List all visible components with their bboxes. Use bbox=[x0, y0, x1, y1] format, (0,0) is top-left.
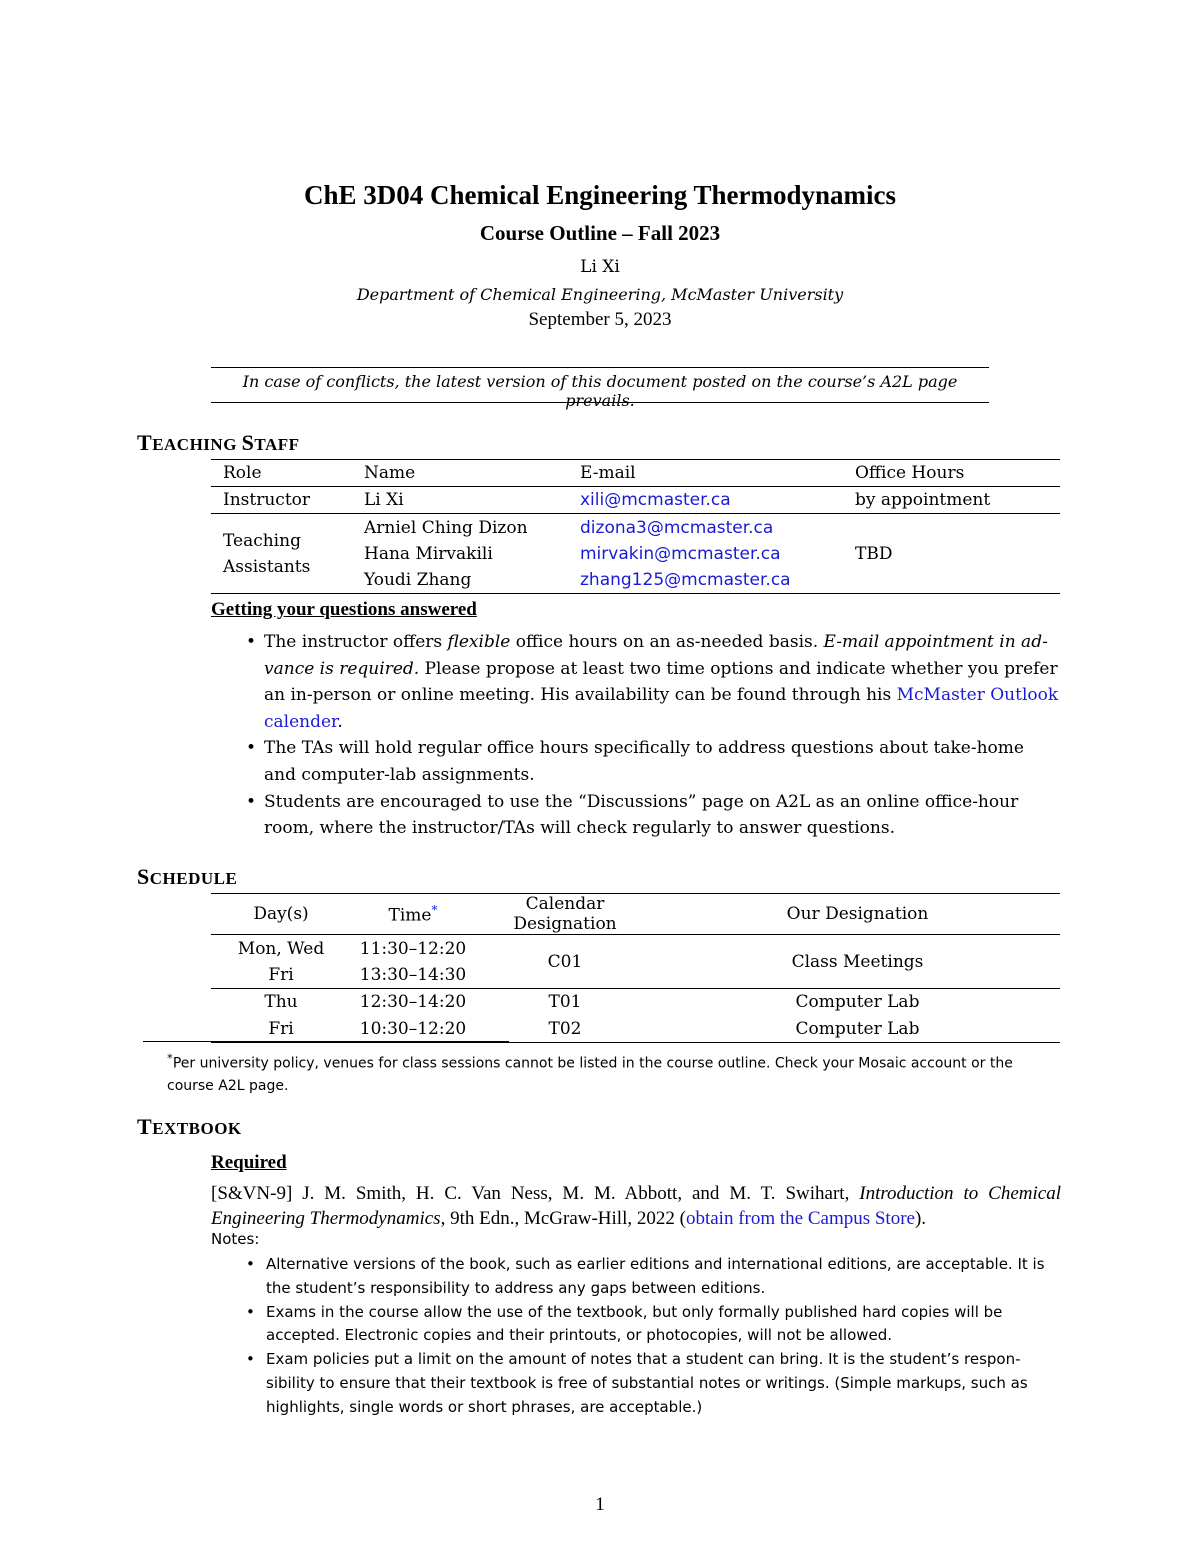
column-header-name: Name bbox=[364, 463, 416, 483]
office-hours-cell: by appointment bbox=[855, 490, 991, 510]
document-title: ChE 3D04 Chemical Engineering Thermodynamics bbox=[303, 180, 897, 210]
campus-store-link[interactable]: obtain from the Campus Store bbox=[685, 1208, 915, 1229]
name-cell: Li Xi bbox=[364, 490, 404, 510]
section-heading-teaching-staff: TEACHING STAFF bbox=[137, 430, 300, 455]
footnote: *Per university policy, venues for class sessions cannot be listed in the course outline. Check your Mosaic account or the course A2L page. bbox=[167, 1051, 1013, 1094]
table-header-row bbox=[211, 460, 1060, 487]
column-header-ours: Our Designation bbox=[786, 904, 929, 924]
list-item: • The TAs will hold regular office hours specifically to address questions about take-home and computer-lab assignments. bbox=[246, 735, 1060, 788]
calendar-cell: T01 bbox=[548, 992, 582, 1013]
days-cell: Thu bbox=[264, 992, 298, 1013]
office-hours-cell: TBD bbox=[855, 543, 893, 564]
footnote-marker: * bbox=[167, 1051, 173, 1065]
textbook-notes-list bbox=[246, 1253, 1060, 1420]
calendar-cell: T02 bbox=[548, 1018, 582, 1039]
role-cell: Instructor bbox=[223, 490, 311, 510]
table-header-row bbox=[211, 894, 1060, 935]
time-cell: 10:30–12:20 bbox=[359, 1018, 467, 1039]
bullet: • bbox=[246, 632, 257, 652]
table-row bbox=[211, 935, 1060, 989]
table-row bbox=[211, 487, 1060, 514]
our-designation-cell: Computer Lab bbox=[795, 1018, 920, 1039]
questions-list bbox=[246, 629, 1060, 842]
schedule-table bbox=[211, 893, 1060, 1043]
ta-name: Arniel Ching Dizon bbox=[364, 517, 528, 538]
outlook-calendar-link[interactable]: McMaster Outlook calender bbox=[264, 685, 1059, 732]
role-cell: Teaching Assistants bbox=[223, 530, 311, 577]
document-subtitle: Course Outline – Fall 2023 bbox=[479, 221, 721, 245]
ta-name: Youdi Zhang bbox=[364, 569, 472, 590]
page-number: 1 bbox=[595, 1494, 605, 1515]
ta-name: Hana Mirvakili bbox=[364, 543, 493, 564]
our-designation-cell: Class Meetings bbox=[791, 951, 924, 972]
required-subheading: Required bbox=[211, 1152, 287, 1173]
column-header-email: E-mail bbox=[580, 463, 636, 483]
list-item: • Exam policies put a limit on the amount of notes that a student can bring. It is the student’s respon-sibility to ensure that their textbook is free of substantial notes or writings. (Simple markups, such as highlights, single words or short phrases, are acceptable.) bbox=[246, 1350, 1028, 1416]
notes-label: Notes: bbox=[211, 1230, 260, 1248]
time-cell: 12:30–14:20 bbox=[359, 992, 467, 1013]
list-item: • The instructor offers flexible office hours on an as-needed basis. E-mail appointment in ad-vance is required. Please propose at least two time options and indicate whether you prefer an in-person or online meeting. His availability can be found through his McMaster Outlook calender. bbox=[246, 629, 1060, 735]
list-item: • Students are encouraged to use the “Discussions” page on A2L as an online office-hour room, where the instructor/TAs will check regularly to answer questions. bbox=[246, 789, 1060, 842]
author: Li Xi bbox=[580, 257, 620, 277]
version-notice: In case of conflicts, the latest version of this document posted on the course’s A2L page prevails. bbox=[242, 372, 958, 410]
ta-email-link[interactable]: zhang125@mcmaster.ca bbox=[580, 569, 791, 590]
table-row bbox=[211, 1016, 1060, 1043]
ta-email-link[interactable]: dizona3@mcmaster.ca bbox=[580, 517, 774, 538]
footnote-rule bbox=[143, 1041, 509, 1042]
days-cell: Fri bbox=[268, 1018, 294, 1039]
column-header-office-hours: Office Hours bbox=[855, 463, 965, 483]
calendar-cell: C01 bbox=[547, 951, 583, 972]
column-header-days: Day(s) bbox=[253, 904, 309, 924]
list-item: • Exams in the course allow the use of the textbook, but only formally published hard copies will be accepted. Electronic copies and their printouts, or photocopies, will not be allowed. bbox=[246, 1302, 1003, 1345]
column-header-calendar: Calendar Designation bbox=[513, 894, 617, 934]
column-header-role: Role bbox=[223, 463, 262, 483]
teaching-staff-table bbox=[211, 459, 1060, 594]
column-header-time: Time* bbox=[388, 902, 438, 926]
table-row bbox=[211, 989, 1060, 1016]
bullet: • bbox=[246, 738, 257, 759]
footnote-marker[interactable]: * bbox=[431, 902, 438, 917]
instructor-email-link[interactable]: xili@mcmaster.ca bbox=[580, 490, 731, 510]
time-cell: 11:30–12:20 13:30–14:30 bbox=[359, 938, 467, 985]
our-designation-cell: Computer Lab bbox=[795, 992, 920, 1013]
list-item: • Alternative versions of the book, such as earlier editions and international editions, are acceptable. It is the student’s responsibility to address any gaps between editions. bbox=[246, 1255, 1045, 1297]
bullet: • bbox=[246, 791, 257, 812]
questions-subheading: Getting your questions answered bbox=[211, 599, 477, 620]
textbook-title: Introduction to Chemical Engineering Thermodynamics bbox=[211, 1183, 1061, 1229]
table-row bbox=[211, 514, 1060, 594]
department: Department of Chemical Engineering, McMaster University bbox=[356, 285, 844, 304]
name-cell bbox=[352, 514, 568, 594]
ta-email-link[interactable]: mirvakin@mcmaster.ca bbox=[580, 543, 781, 564]
section-heading-schedule: SCHEDULE bbox=[137, 864, 238, 889]
section-heading-textbook: TEXTBOOK bbox=[137, 1114, 242, 1139]
textbook-reference: [S&VN-9] J. M. Smith, H. C. Van Ness, M. M. Abbott, and M. T. Swihart, Introduction to Chemical Engineering Thermodynamics, 9th Edn., McGraw-Hill, 2022 (obtain from the Campus Store). bbox=[211, 1183, 1061, 1229]
document-date: September 5, 2023 bbox=[528, 309, 672, 330]
days-cell: Mon, Wed Fri bbox=[237, 938, 325, 985]
email-cell bbox=[568, 514, 843, 594]
